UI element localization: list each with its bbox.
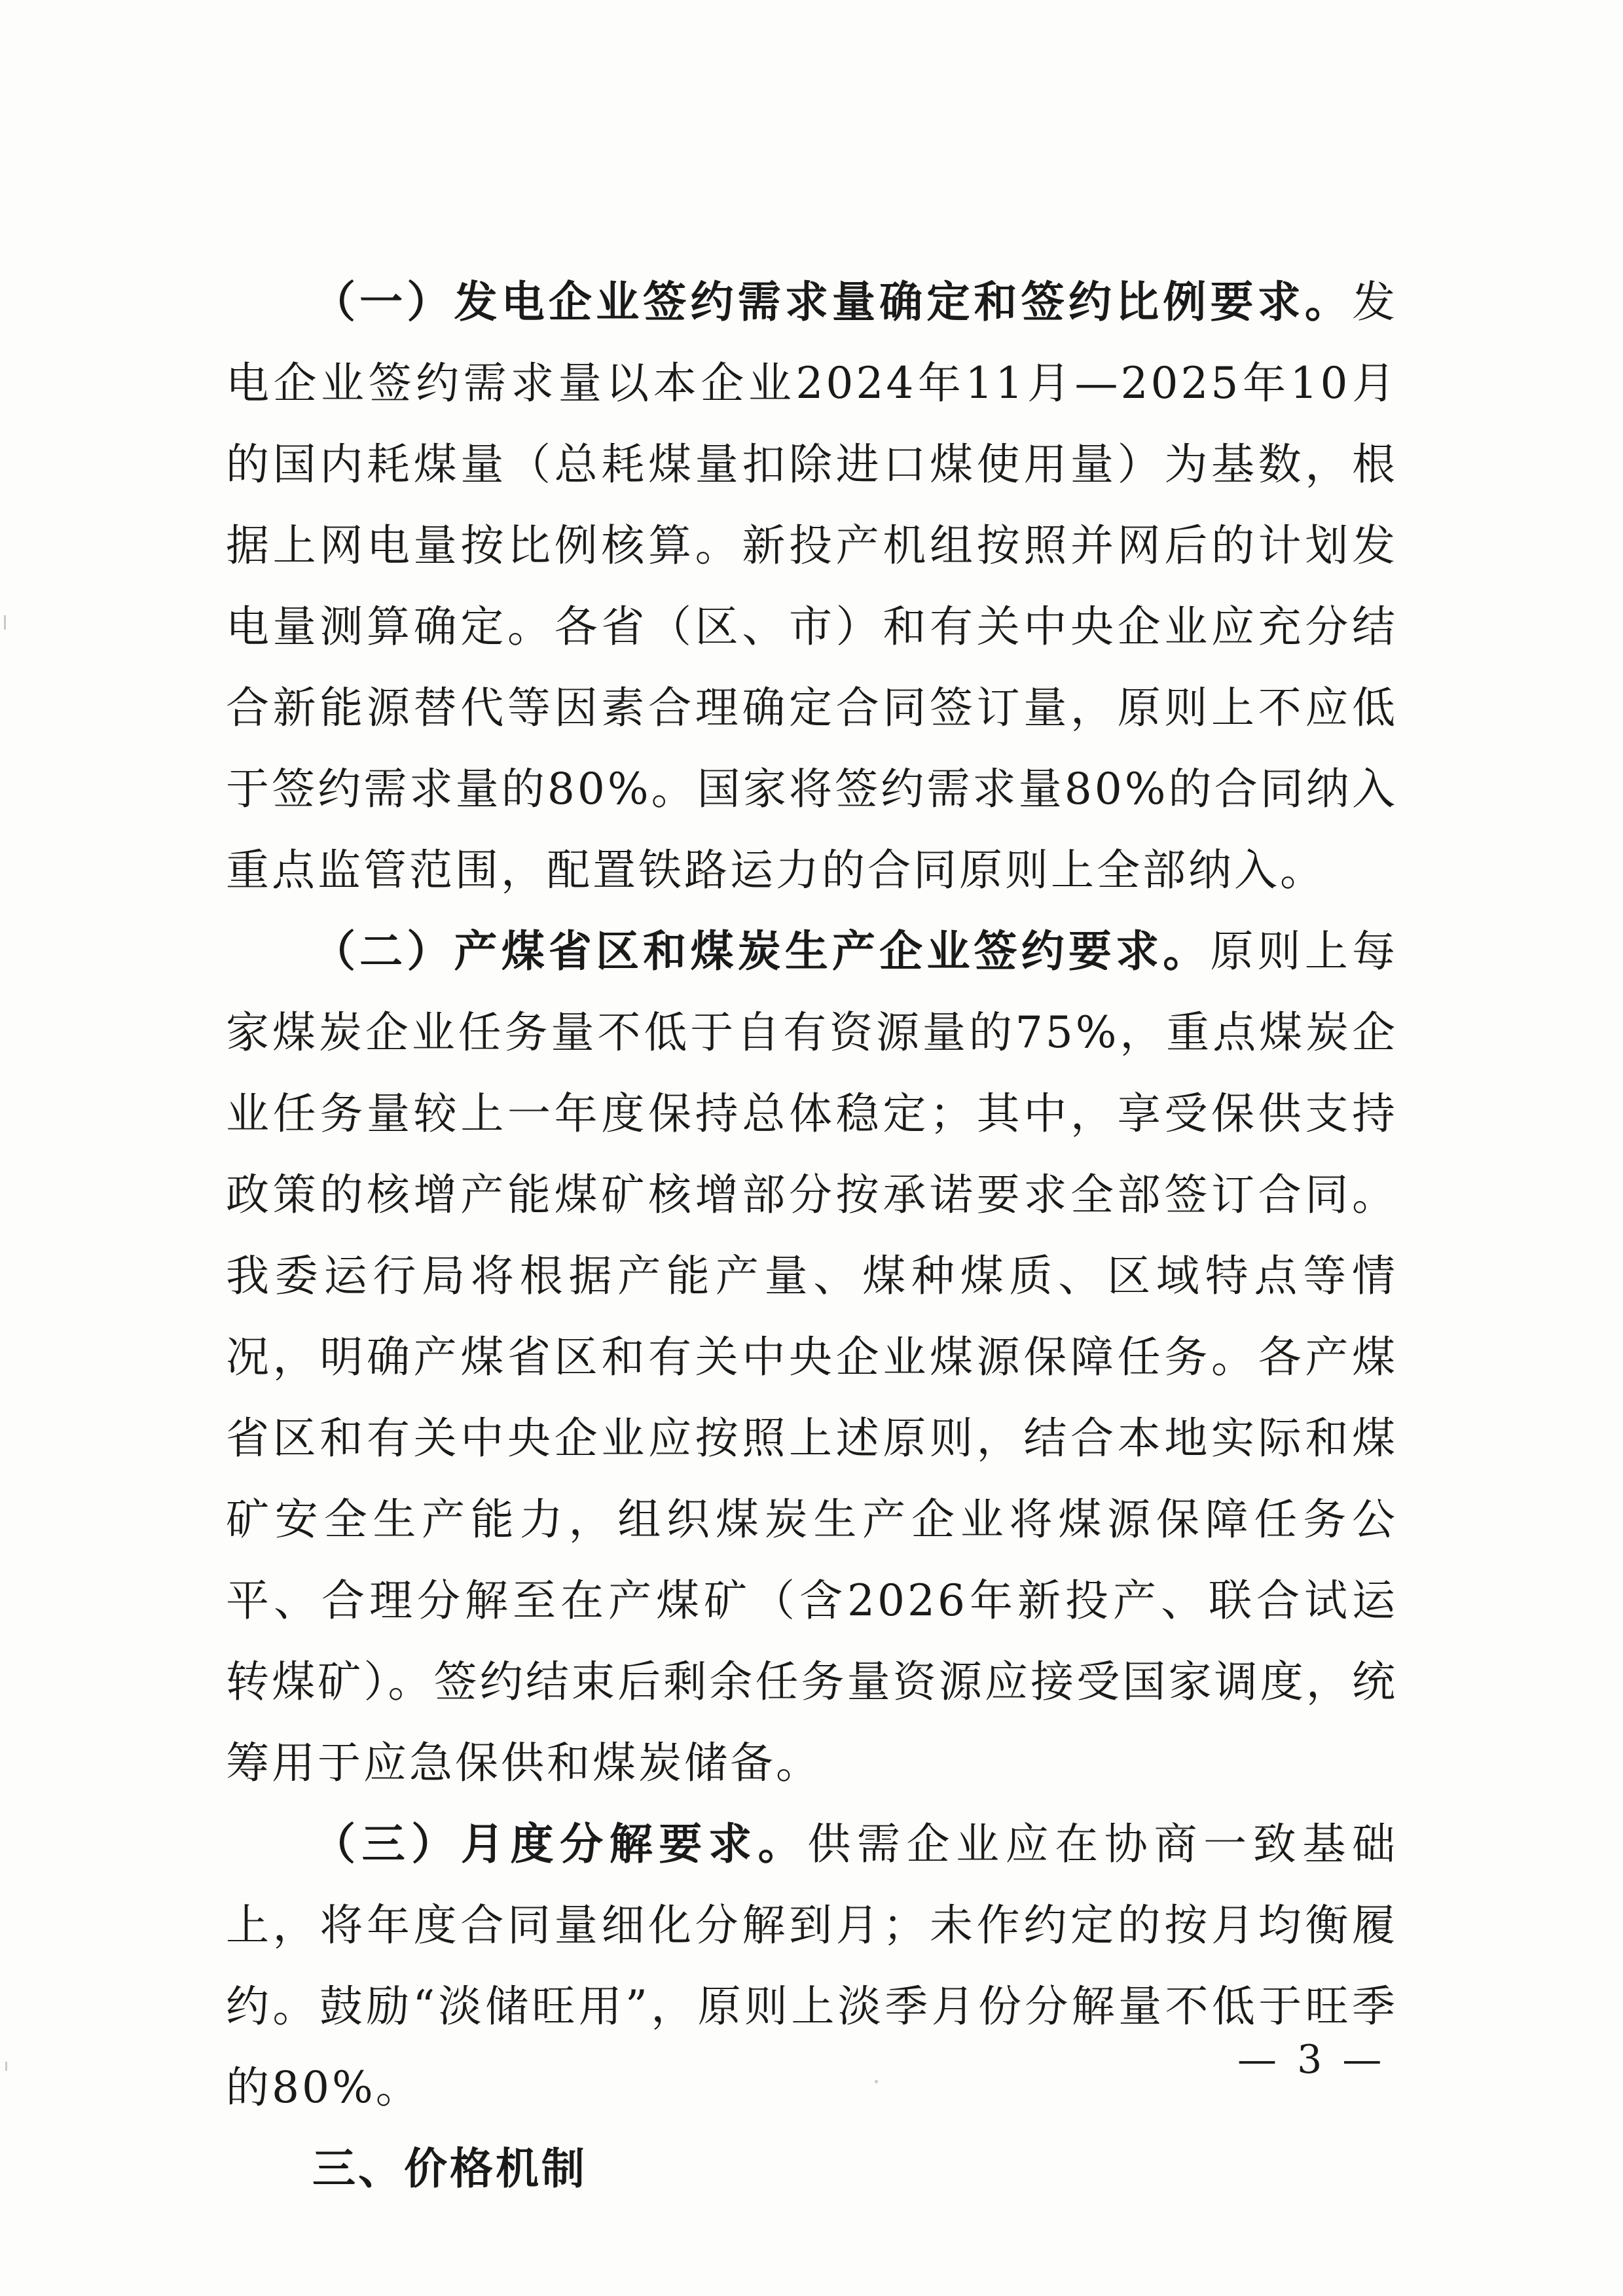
section-2-paragraph [226,911,1398,1804]
scan-speck-bottom [875,2080,878,2083]
section-3-body: 供需企业应在协商一致基础上，将年度合同量细化分解到月；未作约定的按月均衡履约。鼓励“淡储旺用”，原则上淡季月份分解量不低于旺季的80%。 [226,1819,1398,2113]
section-1-lead: （一）发电企业签约需求量确定和签约比例要求。 [312,277,1352,327]
scan-speck-left [4,615,6,630]
scan-speck-left-lower [5,2062,7,2071]
document-body [226,262,1398,2210]
section-1-paragraph [226,262,1398,911]
section-2-body: 原则上每家煤炭企业任务量不低于自有资源量的75%，重点煤炭企业任务量较上一年度保持总体稳定；其中，享受保供支持政策的核增产能煤矿核增部分按承诺要求全部签订合同。我委运行局将根据产能产量、煤种煤质、区域特点等情况，明确产煤省区和有关中央企业煤源保障任务。各产煤省区和有关中央企业应按照上述原则，结合本地实际和煤矿安全生产能力，组织煤炭生产企业将煤源保障任务公平、合理分解至在产煤矿（含2026年新投产、联合试运转煤矿）。签约结束后剩余任务量资源应接受国家调度，统筹用于应急保供和煤炭储备。 [226,926,1398,1788]
section-3-paragraph [226,1804,1398,2128]
section-2-lead: （二）产煤省区和煤炭生产企业签约要求。 [312,926,1211,977]
section-heading-price-mechanism: 三、价格机制 [312,2144,587,2194]
section-3-lead: （三）月度分解要求。 [312,1819,808,1869]
page-number: — 3 — [1237,2037,1386,2083]
section-1-body: 发电企业签约需求量以本企业2024年11月—2025年10月的国内耗煤量（总耗煤量扣除进口煤使用量）为基数，根据上网电量按比例核算。新投产机组按照并网后的计划发电量测算确定。各省（区、市）和有关中央企业应充分结合新能源替代等因素合理确定合同签订量，原则上不应低于签约需求量的80%。国家将签约需求量80%的合同纳入重点监管范围，配置铁路运力的合同原则上全部纳入。 [226,277,1398,895]
